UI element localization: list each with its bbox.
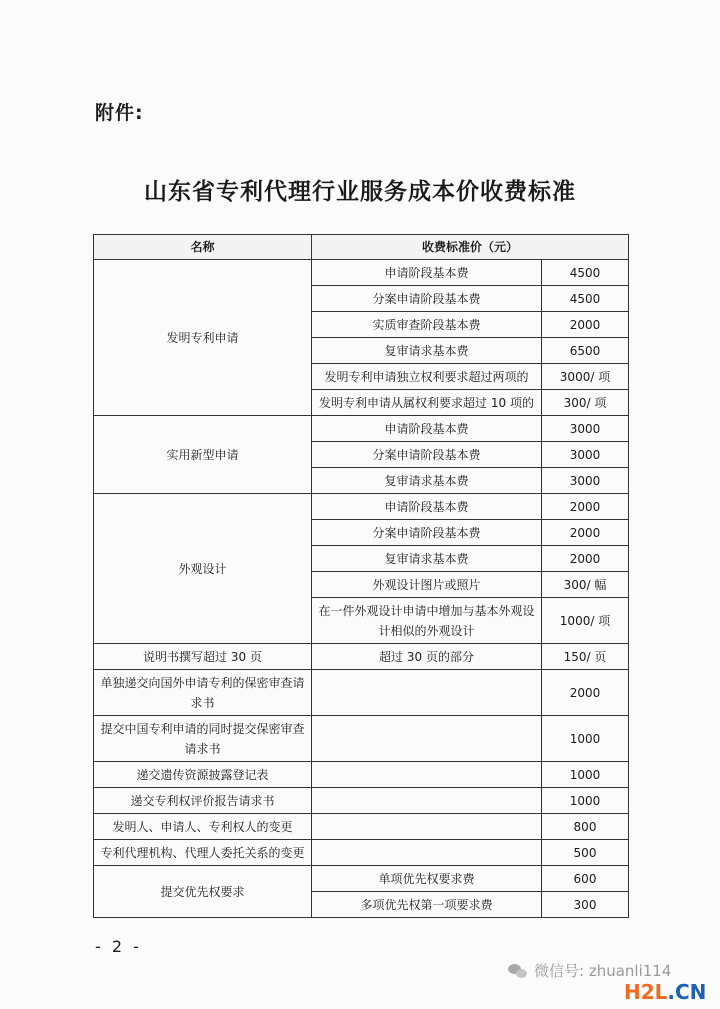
item-cell: 复审请求基本费 xyxy=(312,338,542,364)
item-cell: 复审请求基本费 xyxy=(312,546,542,572)
item-cell: 实质审查阶段基本费 xyxy=(312,312,542,338)
price-cell: 2000 xyxy=(542,546,629,572)
item-cell xyxy=(312,788,542,814)
price-cell: 2000 xyxy=(542,670,629,716)
price-cell: 1000 xyxy=(542,716,629,762)
group-name-design: 外观设计 xyxy=(94,494,312,644)
price-cell: 2000 xyxy=(542,494,629,520)
price-cell: 600 xyxy=(542,866,629,892)
price-cell: 1000 xyxy=(542,762,629,788)
item-cell: 多项优先权第一项要求费 xyxy=(312,892,542,918)
price-cell: 150/ 页 xyxy=(542,644,629,670)
item-cell: 在一件外观设计申请中增加与基本外观设计相似的外观设计 xyxy=(312,598,542,644)
item-cell: 复审请求基本费 xyxy=(312,468,542,494)
table-row xyxy=(94,814,629,840)
name-cell: 提交中国专利申请的同时提交保密审查请求书 xyxy=(94,716,312,762)
item-cell xyxy=(312,762,542,788)
wechat-watermark xyxy=(508,960,671,981)
price-cell: 2000 xyxy=(542,312,629,338)
item-cell: 申请阶段基本费 xyxy=(312,494,542,520)
item-cell: 分案申请阶段基本费 xyxy=(312,286,542,312)
table-row xyxy=(94,494,629,520)
item-cell: 申请阶段基本费 xyxy=(312,260,542,286)
table-row xyxy=(94,788,629,814)
item-cell: 单项优先权要求费 xyxy=(312,866,542,892)
price-cell: 1000/ 项 xyxy=(542,598,629,644)
price-cell: 3000 xyxy=(542,442,629,468)
name-cell: 专利代理机构、代理人委托关系的变更 xyxy=(94,840,312,866)
table-row xyxy=(94,866,629,892)
item-cell: 外观设计图片或照片 xyxy=(312,572,542,598)
logo-cn: .CN xyxy=(667,980,707,1004)
price-cell: 4500 xyxy=(542,260,629,286)
item-cell: 发明专利申请独立权利要求超过两项的 xyxy=(312,364,542,390)
header-price: 收费标准价（元） xyxy=(312,235,629,260)
fee-table xyxy=(93,234,629,918)
price-cell: 3000 xyxy=(542,468,629,494)
group-name-utility: 实用新型申请 xyxy=(94,416,312,494)
item-cell xyxy=(312,670,542,716)
table-row xyxy=(94,260,629,286)
item-cell xyxy=(312,814,542,840)
price-cell: 6500 xyxy=(542,338,629,364)
name-cell: 说明书撰写超过 30 页 xyxy=(94,644,312,670)
price-cell: 500 xyxy=(542,840,629,866)
price-cell: 1000 xyxy=(542,788,629,814)
document-title: 山东省专利代理行业服务成本价收费标准 xyxy=(144,179,576,205)
table-row xyxy=(94,416,629,442)
price-cell: 3000/ 项 xyxy=(542,364,629,390)
group-name-invention: 发明专利申请 xyxy=(94,260,312,416)
item-cell xyxy=(312,840,542,866)
table-header-row xyxy=(94,235,629,260)
name-cell: 单独递交向国外申请专利的保密审查请求书 xyxy=(94,670,312,716)
table-row xyxy=(94,644,629,670)
name-cell: 递交专利权评价报告请求书 xyxy=(94,788,312,814)
price-cell: 300 xyxy=(542,892,629,918)
wechat-icon xyxy=(508,963,528,979)
site-logo xyxy=(624,980,706,1004)
price-cell: 300/ 幅 xyxy=(542,572,629,598)
price-cell: 3000 xyxy=(542,416,629,442)
table-row xyxy=(94,762,629,788)
item-cell: 分案申请阶段基本费 xyxy=(312,520,542,546)
logo-h2l: H2L xyxy=(624,980,668,1004)
price-cell: 2000 xyxy=(542,520,629,546)
header-name: 名称 xyxy=(94,235,312,260)
attachment-label: 附件: xyxy=(95,102,144,124)
table-row xyxy=(94,670,629,716)
price-cell: 4500 xyxy=(542,286,629,312)
item-cell xyxy=(312,716,542,762)
group-name-priority: 提交优先权要求 xyxy=(94,866,312,918)
price-cell: 300/ 项 xyxy=(542,390,629,416)
item-cell: 分案申请阶段基本费 xyxy=(312,442,542,468)
name-cell: 递交遗传资源披露登记表 xyxy=(94,762,312,788)
price-cell: 800 xyxy=(542,814,629,840)
wechat-id-text: 微信号: zhuanli114 xyxy=(534,962,672,980)
name-cell: 发明人、申请人、专利权人的变更 xyxy=(94,814,312,840)
item-cell: 超过 30 页的部分 xyxy=(312,644,542,670)
item-cell: 发明专利申请从属权利要求超过 10 项的 xyxy=(312,390,542,416)
table-row xyxy=(94,716,629,762)
table-row xyxy=(94,840,629,866)
page-number: - 2 - xyxy=(95,937,142,956)
item-cell: 申请阶段基本费 xyxy=(312,416,542,442)
